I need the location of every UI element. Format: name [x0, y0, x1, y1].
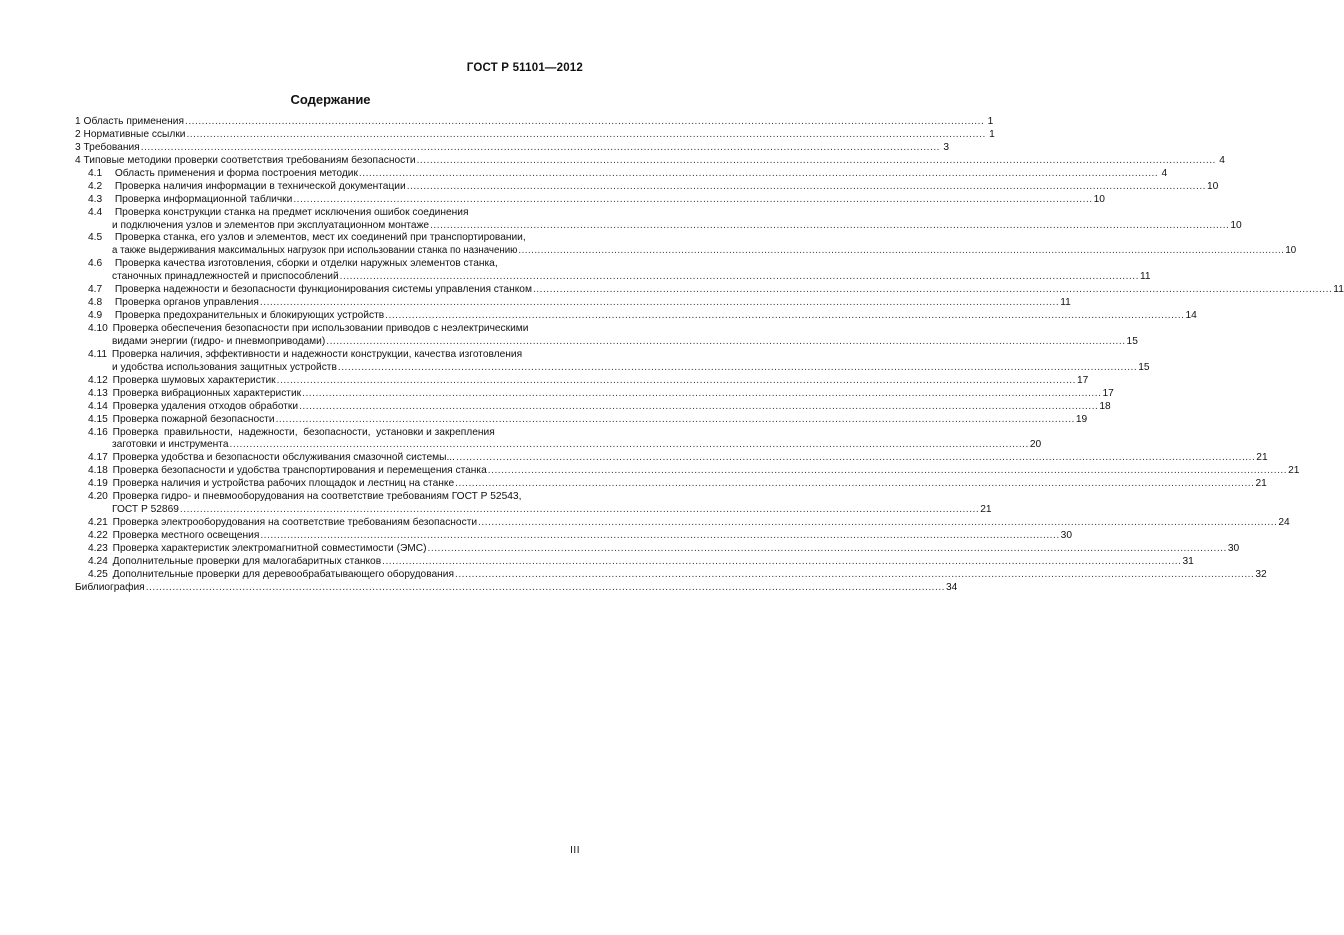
toc-number: 4.6 [88, 258, 103, 270]
toc-number: 3 [75, 141, 81, 153]
leader-dots [456, 452, 1255, 465]
document-code: ГОСТ Р 51101—2012 [466, 62, 583, 74]
toc-number: 4.9 [88, 310, 103, 322]
leader-dots [146, 582, 945, 595]
leader-dots [488, 465, 1287, 478]
toc-entry-4-6-line1[interactable] [75, 258, 582, 271]
leader-dots [260, 530, 1059, 543]
leader-dots [260, 297, 1059, 310]
toc-title: Проверка вибрационных характеристик [112, 387, 302, 399]
toc-entry-4-14[interactable] [75, 400, 1111, 414]
toc-title: Область применения и форма построения методик [114, 167, 358, 179]
toc-entry-4-16-line2[interactable] [75, 439, 1042, 452]
toc-page: 21 [980, 504, 992, 516]
toc-title: Проверка пожарной безопасности [112, 413, 275, 425]
toc-page: 11 [1139, 271, 1151, 283]
toc-entry-4-3[interactable] [75, 193, 1105, 207]
toc-page: 34 [946, 581, 958, 593]
toc-entry-3[interactable] [75, 141, 949, 155]
leader-dots [430, 220, 1229, 233]
toc-title: Проверка безопасности и удобства транспортирования и перемещения станка [112, 465, 487, 477]
toc-entry-4-24[interactable] [75, 555, 1194, 569]
toc-title: Проверка местного освещения [112, 530, 260, 541]
leader-dots [518, 245, 1284, 258]
toc-number: 4.7 [88, 284, 103, 296]
leader-dots [326, 336, 1125, 349]
toc-entry-4-16-line1[interactable] [75, 427, 582, 440]
toc-page: 15 [1138, 361, 1150, 373]
toc-page: 17 [1076, 374, 1089, 386]
toc-page: 17 [1102, 387, 1114, 399]
toc-number: 4.21 [88, 517, 108, 529]
toc-title: Проверка надежности и безопасности функционирования системы управления станком [114, 284, 532, 296]
toc-number: 4.2 [88, 180, 103, 192]
toc-title: Проверка электрооборудования на соответствие требованиям безопасности [112, 517, 478, 529]
toc-page: 20 [1029, 439, 1042, 451]
toc-entry-4-19[interactable] [75, 478, 1267, 491]
toc-entry-4-12[interactable] [75, 374, 1089, 388]
leader-dots [478, 517, 1277, 530]
toc-title: Проверка характеристик электромагнитной совместимости (ЭМС) [112, 542, 427, 554]
leader-dots [340, 271, 1139, 284]
toc-number: 4.4 [88, 206, 103, 218]
leader-dots [533, 284, 1332, 297]
toc-page: 18 [1099, 400, 1111, 412]
toc-entry-4-1[interactable] [75, 167, 1168, 181]
toc-page: 21 [1256, 452, 1268, 464]
toc-number: 4.20 [88, 491, 108, 503]
toc-title-continuation: заготовки и инструмента [112, 439, 229, 451]
toc-title: Область применения [83, 116, 184, 127]
toc-entry-4-5-line2[interactable] [75, 245, 1297, 258]
toc-number: 4.18 [88, 465, 108, 477]
toc-page: 10 [1230, 219, 1242, 231]
toc-entry-4-25[interactable] [75, 568, 1267, 582]
toc-page: 19 [1075, 413, 1088, 425]
toc-title: Проверка качества изготовления, сборки и отделки наружных элементов станка, [114, 258, 498, 270]
toc-entry-4-9[interactable] [75, 310, 1197, 323]
toc-entry-4-20-line1[interactable] [75, 491, 582, 504]
toc-title: Проверка шумовых характеристик [112, 374, 276, 386]
toc-title-continuation: видами энергии (гидро- и пневмоприводами) [112, 335, 326, 347]
toc-number: 4 [75, 154, 81, 166]
toc-number: 4.16 [88, 426, 108, 438]
toc-title: Проверка станка, его узлов и элементов, мест их соединений при транспортировании, [114, 232, 526, 244]
toc-title: Проверка органов управления [114, 297, 259, 309]
leader-dots [276, 414, 1075, 427]
toc-title: Дополнительные проверки для малогабаритных станков [112, 555, 382, 567]
toc-title: Требования [83, 141, 140, 153]
toc-title: Библиография [75, 581, 145, 593]
toc-number: 1 [75, 116, 81, 127]
toc-entry-2[interactable] [75, 128, 995, 142]
leader-dots [417, 155, 1216, 168]
toc-page: 10 [1285, 245, 1297, 257]
page-title: Содержание [290, 92, 371, 107]
toc-number: 4.1 [88, 167, 103, 179]
toc-title: Проверка правильности, надежности, безопасности, установки и закрепления [112, 426, 495, 438]
toc-title: Нормативные ссылки [83, 128, 186, 140]
toc-page: 21 [1288, 465, 1300, 477]
toc-title: Проверка наличия информации в технической документации [114, 180, 406, 192]
toc-entry-4-17[interactable] [75, 452, 1268, 465]
toc-number: 4.15 [88, 413, 108, 425]
toc-title-continuation: и удобства использования защитных устройств [112, 361, 337, 373]
toc-number: 4.24 [88, 555, 108, 567]
toc-number: 4.17 [88, 452, 108, 464]
table-of-contents [75, 116, 1344, 595]
toc-number: 4.19 [88, 478, 108, 490]
toc-number: 4.12 [88, 374, 108, 386]
toc-number: 4.22 [88, 530, 108, 541]
toc-entry-4-11-line2[interactable] [75, 361, 1150, 375]
toc-entry-4-13[interactable] [75, 387, 1114, 401]
leader-dots [382, 556, 1181, 569]
toc-title: Дополнительные проверки для деревообрабатывающего оборудования [112, 568, 455, 580]
page-number: III [570, 845, 580, 856]
toc-title-continuation: ГОСТ Р 52869 [112, 504, 179, 516]
toc-page: 15 [1126, 335, 1138, 347]
leader-dots [338, 362, 1137, 375]
toc-entry-4-8[interactable] [75, 297, 1071, 310]
toc-page: 30 [1227, 542, 1240, 554]
toc-title: Проверка обеспечения безопасности при использовании приводов с неэлектрическими [112, 323, 529, 334]
toc-entry-4-18[interactable] [75, 465, 1300, 478]
toc-title: Проверка конструкции станка на предмет исключения ошибок соединения [114, 206, 469, 218]
toc-page: 3 [943, 141, 949, 153]
toc-page: 11 [1060, 297, 1071, 309]
toc-entry-4-10-line1[interactable] [75, 323, 582, 336]
toc-page: 1 [989, 128, 995, 140]
toc-title-continuation: станочных принадлежностей и приспособлений [112, 271, 339, 283]
leader-dots [230, 439, 1029, 452]
toc-entry-4-22[interactable] [75, 530, 1072, 543]
toc-page: 4 [1161, 167, 1168, 179]
toc-title: Проверка наличия, эффективности и надежности конструкции, качества изготовления [111, 348, 523, 360]
toc-number: 4.14 [88, 400, 108, 412]
toc-entry-4-23[interactable] [75, 542, 1240, 556]
toc-page: 11 [1333, 284, 1344, 296]
toc-title: Проверка удобства и безопасности обслуживания смазочной системы... [112, 452, 455, 464]
toc-number: 4.5 [88, 232, 103, 244]
toc-entry-4-7[interactable] [75, 284, 1344, 297]
toc-number: 2 [75, 128, 81, 140]
toc-title: Проверка гидро- и пневмооборудования на соответствие требованиям ГОСТ Р 52543, [112, 491, 522, 503]
leader-dots [180, 504, 979, 517]
toc-title: Проверка предохранительных и блокирующих устройств [114, 310, 385, 322]
toc-entry-4[interactable] [75, 154, 1225, 168]
toc-entry-4-4-line1[interactable] [75, 207, 582, 220]
toc-page: 4 [1219, 154, 1225, 166]
toc-page: 30 [1060, 530, 1072, 541]
leader-dots [299, 401, 1098, 414]
toc-number: 4.8 [88, 297, 103, 309]
leader-dots [359, 168, 1158, 181]
toc-page: 10 [1093, 193, 1105, 205]
toc-number: 4.23 [88, 542, 108, 554]
leader-dots [385, 310, 1184, 323]
toc-page: 14 [1185, 310, 1197, 322]
leader-dots [302, 388, 1101, 401]
toc-number: 4.13 [88, 387, 108, 399]
toc-page: 32 [1255, 568, 1267, 580]
toc-entry-4-6-line2[interactable] [75, 271, 1151, 284]
toc-number: 4.11 [88, 348, 108, 360]
toc-title: Проверка удаления отходов обработки [112, 400, 299, 412]
leader-dots [428, 543, 1227, 556]
toc-entry-4-5-line1[interactable] [75, 232, 582, 245]
leader-dots [407, 181, 1206, 194]
toc-entry-bibliography[interactable] [75, 581, 958, 595]
toc-number: 4.10 [88, 323, 108, 334]
leader-dots [186, 129, 985, 142]
toc-number: 4.3 [88, 193, 103, 205]
toc-page: 1 [987, 116, 994, 127]
toc-entry-1[interactable] [75, 116, 994, 129]
toc-page: 24 [1278, 517, 1290, 529]
leader-dots [455, 478, 1254, 491]
toc-title: Проверка информационной таблички [114, 193, 293, 205]
toc-entry-4-20-line2[interactable] [75, 504, 992, 517]
toc-title: Проверка наличия и устройства рабочих площадок и лестниц на станке [112, 478, 455, 490]
toc-entry-4-4-line2[interactable] [75, 219, 1242, 233]
toc-title: Типовые методики проверки соответствия требованиям безопасности [83, 154, 416, 166]
toc-title-continuation: и подключения узлов и элементов при эксплуатационном монтаже [112, 219, 430, 231]
toc-title-continuation: а также выдерживания максимальных нагрузок при использовании станка по назначению [112, 245, 518, 257]
toc-entry-4-2[interactable] [75, 180, 1219, 194]
toc-entry-4-10-line2[interactable] [75, 335, 1138, 349]
toc-entry-4-15[interactable] [75, 413, 1088, 427]
leader-dots [141, 142, 940, 155]
toc-entry-4-21[interactable] [75, 517, 1290, 530]
leader-dots [455, 569, 1254, 582]
toc-entry-4-11-line1[interactable] [75, 349, 582, 362]
toc-page: 10 [1207, 180, 1219, 192]
leader-dots [185, 116, 984, 129]
leader-dots [277, 375, 1076, 388]
toc-number: 4.25 [88, 568, 108, 580]
leader-dots [293, 194, 1092, 207]
toc-page: 31 [1182, 555, 1194, 567]
toc-page: 21 [1255, 478, 1267, 490]
